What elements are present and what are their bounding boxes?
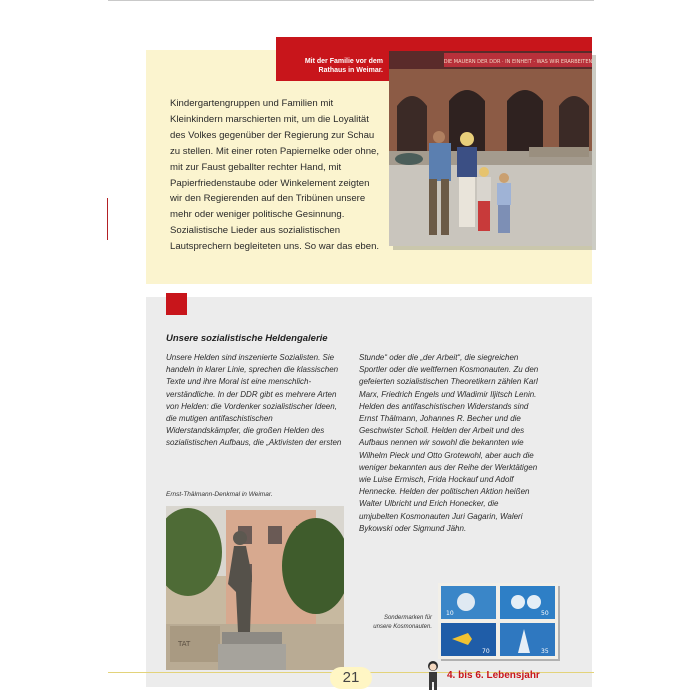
intro-paragraph: Kindergartengruppen und Familien mit Kleinkindern marschierten mit, um die Loyalität des Volkes gegenüber der Regierung zur Schau zu stellen. Mit einer roten Papiernelke oder ohne, mit zur Faust geballter rechter Hand, mit Papierfriedenstaube oder Winkelement zeigten wir den Regierenden auf den Tribünen unsere mehr oder weniger politische Gesinnung. Sozialistische Lieder aus sozialistischen Lautsprechern begleiteten uns. So war das eben. [170,98,380,253]
monument-photo [166,506,344,670]
cosmonaut-stamps [438,583,560,661]
stamp-value-4: 35 [541,648,549,655]
margin-marker [107,198,108,240]
text-column-right: Stunde“ oder die „der Arbeit“, die siegreichen Sportler oder die weltfernen Kosmonauten. Zu den gefeierten sozialistischen Theoretikern zählen Karl Marx, Friedrich Engels und Wladimir Iljitsch Lenin. Helden des antifaschistischen Widerstands sind Ernst Thälmann, Johannes R. Becher und die Geschwister Scholl. Helden der Arbeit und des Aufbaus nennen wir sowohl die bekannten wie Wilhelm Pieck und Otto Grotewohl, aber auch die weniger bekannten aus der Reihe der Werktätigen wie Luise Ermisch, Frida Hockauf und Adolf Hennecke. Helden der politischen Aktion heißen Walter Ulbricht und Erich Honecker, die umjubelten Kosmonauten Juri Gagarin, Waleri Bykowski oder Sigmund Jähn. [359,353,539,533]
photo-caption [276,51,389,81]
stamps-caption: Sondermarken für unsere Kosmonauten. [373,615,432,630]
photo-caption-text: Mit der Familie vor dem Rathaus in Weimar. [304,58,383,74]
svg-text:TAT: TAT [178,640,191,648]
text-column-left: Unsere Helden sind inszenierte Sozialisten. Sie handeln in klarer Linie, sprechen die klassischen Texte und ihre Moral ist eine menschlich-verständliche. In der DDR gibt es mehrere Arten von Helden: die Vordenker sozialistischer Ideen, die mutigen antifaschistischen Widerstandskämpfer, die großen Helden des sozialistischen Aufbaus, die „Aktivisten der ersten [166,353,342,448]
photo-header-bar [276,37,592,51]
stamp-value-3: 70 [482,648,490,655]
page-number: 21 [330,667,372,689]
building-banner: DIE MAUERN DER DDR · IN EINHEIT · WAS WIR ERARBEITEN [443,59,592,65]
chapter-label: 4. bis 6. Lebensjahr [447,670,540,681]
family-photo [389,51,592,246]
stamp-value-1: 10 [446,610,454,617]
stamp-value-2: 50 [541,610,549,617]
monument-caption: Ernst-Thälmann-Denkmal in Weimar. [166,491,273,498]
section-title: Unsere sozialistische Heldengalerie [166,333,328,344]
section-marker [166,293,187,315]
top-rule [108,0,594,1]
child-icon [424,660,442,690]
